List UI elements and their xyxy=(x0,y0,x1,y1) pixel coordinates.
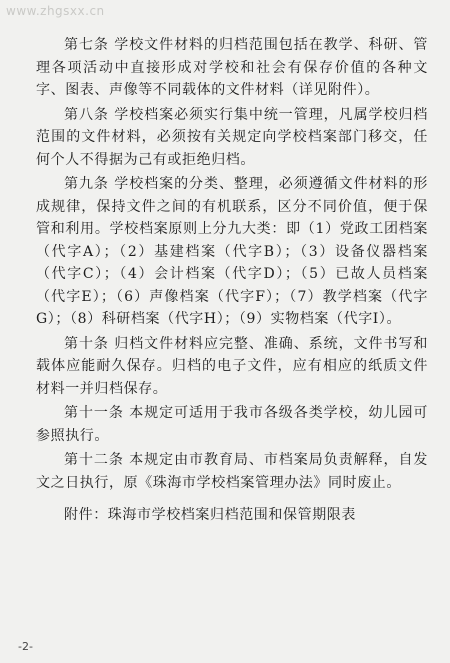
section-spacer xyxy=(36,494,428,504)
article-10-paragraph: 第十条 归档文件材料应完整、准确、系统，文件书写和载体应能耐久保存。归档的电子文件，应有相应的纸质文件材料一并归档保存。 xyxy=(36,335,428,397)
article-12-paragraph: 第十二条 本规定由市教育局、市档案局负责解释，自发文之日执行，原《珠海市学校档案管理办法》同时废止。 xyxy=(36,452,428,491)
article-9-paragraph: 第九条 学校档案的分类、整理，必须遵循文件材料的形成规律，保持文件之间的有机联系，区分不同价值，便于保管和利用。学校档案原则上分九大类：即（1）党政工团档案（代字A）；（2）基建档案（代字B）；（3）设备仪器档案（代字C）；（4）会计档案（代字D）；（5）已故人员档案（代字E）；（6）声像档案（代字F）；（7）教学档案（代字G）；（8）科研档案（代字H）；（9）实物档案（代字I）。 xyxy=(36,176,428,327)
article-8-paragraph: 第八条 学校档案必须实行集中统一管理，凡属学校归档范围的文件材料，必须按有关规定向学校档案部门移交，任何个人不得据为己有或拒绝归档。 xyxy=(36,106,428,168)
attachment-line: 附件：珠海市学校档案归档范围和保管期限表 xyxy=(64,507,356,523)
article-7-paragraph: 第七条 学校文件材料的归档范围包括在教学、科研、管理各项活动中直接形成对学校和社会有保存价值的各种文字、图表、声像等不同载体的文件材料（详见附件）。 xyxy=(36,37,428,98)
document-body xyxy=(36,34,428,527)
page-number: -2- xyxy=(18,640,33,653)
watermark: www.zhgsxx.cn xyxy=(6,4,105,18)
article-11-paragraph: 第十一条 本规定可适用于我市各级各类学校，幼儿园可参照执行。 xyxy=(36,405,428,444)
